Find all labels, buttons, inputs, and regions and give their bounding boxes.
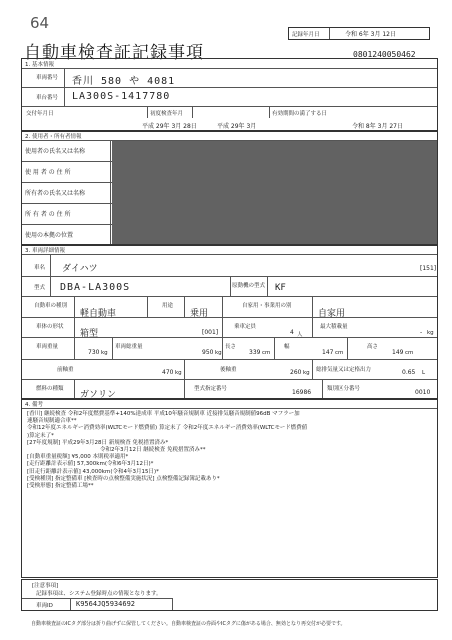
record-date-box xyxy=(288,27,430,40)
page-title: 自動車検査証記録事項 xyxy=(24,43,204,63)
vin-label: 車台番号 xyxy=(36,95,59,101)
weight-label: 車両重量 xyxy=(36,344,59,350)
weight-unit: kg xyxy=(101,350,108,356)
section-vehicle xyxy=(21,244,438,400)
engine-value: KF xyxy=(275,283,286,293)
height-label: 高さ xyxy=(367,344,379,350)
owner-name-label: 所有者の氏名又は名称 xyxy=(25,190,86,197)
rear-axle-unit: kg xyxy=(303,370,310,376)
handwritten-mark: 64 xyxy=(30,14,50,32)
remark-line: [自動車重量税額] ¥5,000 本則税率適用* xyxy=(27,454,129,461)
length-unit: cm xyxy=(262,350,271,356)
height-unit: cm xyxy=(405,350,414,356)
expiry-value: 令和 8年 3月 27日 xyxy=(352,123,403,130)
length-value: 339 xyxy=(249,349,261,356)
kind-value: 軽自動車 xyxy=(80,309,117,319)
remark-line: 令和12年度エネルギー消費効率(WLTCモード燃費値) 算定未了 令和2年度エネルギー消費効率(WLTCモード燃費値 xyxy=(27,425,308,432)
fuel-label: 燃料の種類 xyxy=(36,386,64,392)
displacement-label: 総排気量又は定格出力 xyxy=(316,367,372,373)
redaction-block xyxy=(112,141,437,245)
remark-line: [受検種別] 指定整備車 [検査時の点検整備実施状況] 点検整備記録簿記載あり* xyxy=(27,475,220,482)
bottom-notice: 自動車検査証のICタグ部分は折り曲げずに保管してください。自動車検査証の券面やICタグに傷がある場合、無効となり再交付が必要です。 xyxy=(31,621,346,627)
capacity-unit: 人 xyxy=(297,332,303,338)
rear-axle-label: 後軸重 xyxy=(220,367,237,373)
remark-line: )算定未了* xyxy=(27,432,54,439)
plate-value: 香川 580 や 4081 xyxy=(72,76,176,87)
owner-address-label: 所 有 者 の 住 所 xyxy=(25,211,71,218)
vehicle-id-value: K9564JQ5934692 xyxy=(76,600,136,608)
model-value: DBA-LA300S xyxy=(60,282,131,293)
section-remarks xyxy=(21,398,438,578)
section1-heading: 1. 基本情報 xyxy=(25,62,54,68)
displacement-value: 0.65 xyxy=(402,369,416,376)
use-value: 乗用 xyxy=(190,309,209,319)
section4-heading: 4. 備考 xyxy=(25,402,43,408)
weight-value: 730 xyxy=(88,349,100,356)
expiry-label: 有効期間の満了する日 xyxy=(272,111,328,117)
category-value: 0010 xyxy=(415,389,431,396)
maker-value: ダイハツ xyxy=(62,264,98,274)
doc-number: 0801240050462 xyxy=(353,50,416,59)
maxload-value: - xyxy=(420,329,423,336)
business-value: 自家用 xyxy=(318,309,346,319)
maxload-label: 最大積載量 xyxy=(320,324,348,330)
gross-unit: kg xyxy=(215,350,222,356)
remarks-list xyxy=(27,411,435,490)
remark-line: [27年度規制] 平成29年3月28日 新規検査 免税措置済み* xyxy=(27,439,169,446)
kind-label: 自動車の種別 xyxy=(34,303,68,309)
remark-line: 令和2年3月12日 継続検査 免税措置済み** xyxy=(100,447,206,454)
type-designation-value: 16986 xyxy=(292,389,312,396)
note-text: 記録事項は、システム登録時点の情報となります。 xyxy=(36,591,162,597)
remark-line: [走行距離計表示値] 57,300km(令和6年3月12日)* xyxy=(27,461,154,468)
capacity-label: 乗車定員 xyxy=(234,324,257,330)
width-label: 幅 xyxy=(284,344,290,350)
business-label: 自家用・事業用の別 xyxy=(242,303,292,309)
type-designation-label: 型式指定番号 xyxy=(194,386,228,392)
maxload-unit: kg xyxy=(427,330,434,336)
user-name-label: 使用者の氏名又は名称 xyxy=(25,148,86,155)
vehicle-id-label: 車両ID xyxy=(36,603,53,609)
width-value: 147 xyxy=(322,349,334,356)
base-location-label: 使用の本拠の位置 xyxy=(25,232,74,239)
issue-date-value: 平成 29年 3月 28日 xyxy=(142,123,197,130)
front-axle-unit: kg xyxy=(175,370,182,376)
model-label: 型式 xyxy=(34,285,46,291)
height-value: 149 xyxy=(392,349,404,356)
shape-value: 箱型 xyxy=(80,329,99,339)
length-label: 長さ xyxy=(225,344,237,350)
category-label: 類別区分番号 xyxy=(327,386,361,392)
displacement-unit: L xyxy=(422,370,426,376)
gross-value: 950 xyxy=(202,349,214,356)
rear-axle-value: 260 xyxy=(290,369,302,376)
note-heading: [注意事項] xyxy=(32,583,59,589)
user-address-label: 使 用 者 の 住 所 xyxy=(25,169,71,176)
shape-label: 車体の形状 xyxy=(36,324,64,330)
issue-date-label: 交付年月日 xyxy=(26,111,54,117)
remark-line: 速騒音規制適合車** xyxy=(27,418,77,425)
section-owner xyxy=(21,130,438,246)
shape-code: [001] xyxy=(202,329,219,336)
remark-line: [旧走行距離計表示値] 43,000km(令和4年3月15日)* xyxy=(27,468,159,475)
record-date-label: 記録年月日 xyxy=(292,32,320,38)
use-label: 用途 xyxy=(162,303,174,309)
vin-value: LA300S-1417780 xyxy=(72,91,171,102)
front-axle-label: 前軸重 xyxy=(57,367,74,373)
first-reg-value: 平成 29年 3月 xyxy=(217,123,257,130)
plate-label: 車両番号 xyxy=(36,75,59,81)
fuel-value: ガソリン xyxy=(80,390,117,400)
remark-line: [受検形態] 指定整備工場** xyxy=(27,483,94,490)
gross-label: 車両総重量 xyxy=(115,344,143,350)
section-basic xyxy=(21,58,438,132)
capacity-value: 4 xyxy=(290,329,294,336)
front-axle-value: 470 xyxy=(162,369,174,376)
footer-notice xyxy=(21,579,438,611)
first-reg-label: 初度検査年月 xyxy=(150,111,184,117)
record-date-value: 令和 6年 3月 12日 xyxy=(345,31,396,38)
maker-label: 車名 xyxy=(34,265,46,271)
remark-line: [香川] 継続検査 令和2年度燃費基準+140%達成車 平成10年騒音規制車 近接排気騒音規制値96dB マフラー加 xyxy=(27,411,300,417)
maker-code: [151] xyxy=(420,265,437,272)
width-unit: cm xyxy=(335,350,344,356)
section3-heading: 3. 車両詳細情報 xyxy=(25,248,65,254)
section2-heading: 2. 使用者・所有者情報 xyxy=(25,134,82,140)
engine-label: 原動機の型式 xyxy=(232,283,266,289)
